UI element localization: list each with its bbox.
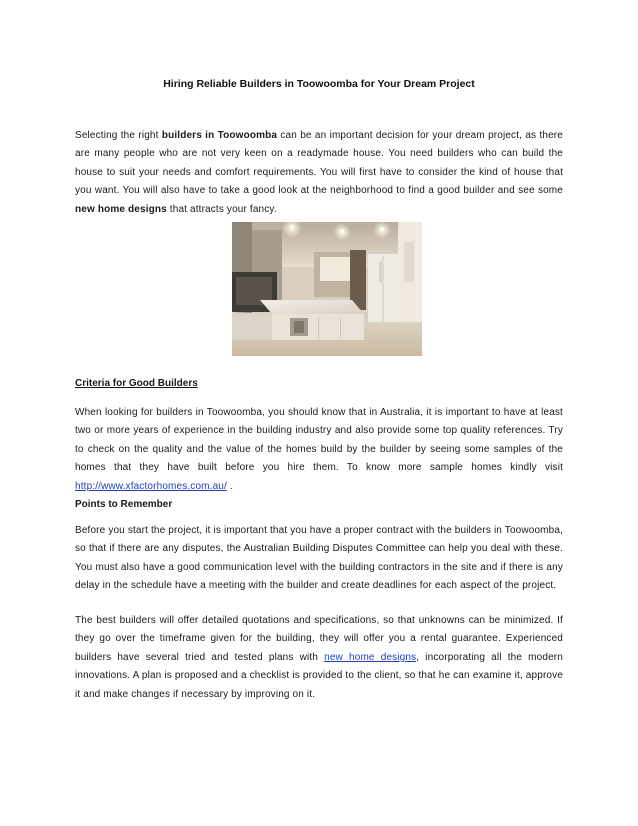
intro-bold-designs: new home designs [75, 203, 167, 215]
intro-text-3: that attracts your fancy. [166, 203, 277, 215]
points-text-1: The best builders will offer detailed quotations and specifications, so that unknowns can be minimized. If they go over the timeframe given for the building, they will offer you a rental guarantee. Experienced builders have several tried and tested plans with [75, 615, 563, 663]
criteria-text-1: When looking for builders in Toowoomba, you should know that in Australia, it is important to have at least two or more years of experience in the building industry and also provide some top quality references. Try to check on the quality and the value of the homes build by the builder by seeing some samples of the homes that they have built before you hire them. To know more sample homes kindly visit [75, 407, 563, 474]
new-home-designs-link[interactable]: new home designs [324, 651, 417, 663]
points-paragraph-1: Before you start the project, it is important that you have a proper contract with the builders in Toowoomba, so that if there are any disputes, the Australian Building Disputes Committee can help you deal with these. You must also have a good communication level with the building contractors in the site and if there is any delay in the schedule have a meeting with the builder and create deadlines for each aspect of the project. [75, 525, 563, 592]
intro-text-1: Selecting the right [75, 130, 162, 141]
intro-bold-builders: builders in Toowoomba [161, 130, 278, 141]
document-title: Hiring Reliable Builders in Toowoomba for Your Dream Project [163, 78, 475, 90]
criteria-text-2: . [226, 480, 233, 492]
section-heading-criteria: Criteria for Good Builders [75, 378, 198, 389]
xfactorhomes-link[interactable]: http://www.xfactorhomes.com.au/ [75, 480, 227, 492]
intro-text-2: can be an important decision for your dream project, as there are many people who are not very keen on a readymade house. You need builders who can build the house to suit your needs and comfort requirements. You will first have to consider the kind of house that you want. You will also have to take a good look at the neighborhood to find a good builder and see some [75, 130, 563, 197]
intro-paragraph [75, 127, 563, 219]
points-text-2: , incorporating all the modern innovations. A plan is proposed and a checklist is provided to the client, so that he can examine it, approve it and make changes if necessary by improving on it. [75, 651, 563, 700]
points-paragraph-2 [75, 612, 563, 704]
kitchen-photo [232, 222, 422, 356]
section-heading-points: Points to Remember [75, 499, 173, 510]
criteria-paragraph [75, 404, 563, 496]
